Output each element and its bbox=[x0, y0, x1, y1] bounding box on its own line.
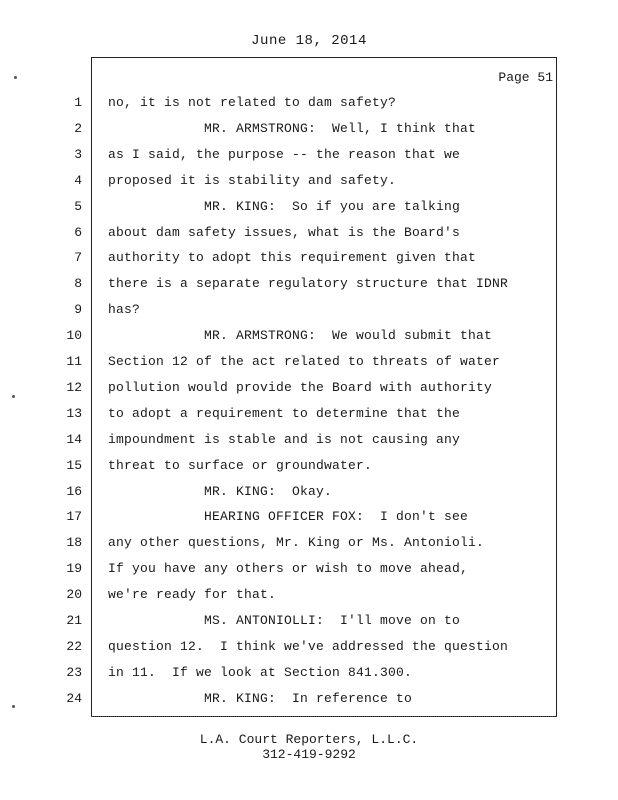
page-number: Page 51 bbox=[498, 70, 553, 85]
line-text: If you have any others or wish to move ahead, bbox=[108, 561, 469, 576]
line-number: 18 bbox=[66, 535, 82, 550]
line-text: as I said, the purpose -- the reason that we bbox=[108, 147, 461, 162]
line-number: 22 bbox=[66, 639, 82, 654]
scan-speck bbox=[14, 76, 17, 79]
line-text: MS. ANTONIOLLI: I'll move on to bbox=[108, 613, 461, 628]
transcript-date: June 18, 2014 bbox=[251, 33, 367, 49]
line-text: proposed it is stability and safety. bbox=[108, 173, 397, 188]
line-text: no, it is not related to dam safety? bbox=[108, 95, 397, 110]
line-text: MR. KING: So if you are talking bbox=[108, 199, 461, 214]
line-number: 14 bbox=[66, 432, 82, 447]
reporter-phone: 312-419-9292 bbox=[262, 747, 356, 762]
line-number: 1 bbox=[74, 95, 82, 110]
line-number: 7 bbox=[74, 250, 82, 265]
line-number: 24 bbox=[66, 691, 82, 706]
line-text: HEARING OFFICER FOX: I don't see bbox=[108, 509, 469, 524]
line-text: any other questions, Mr. King or Ms. Antonioli. bbox=[108, 535, 485, 550]
reporter-name: L.A. Court Reporters, L.L.C. bbox=[199, 732, 419, 747]
line-text: in 11. If we look at Section 841.300. bbox=[108, 665, 413, 680]
line-number: 17 bbox=[66, 509, 82, 524]
line-text: impoundment is stable and is not causing any bbox=[108, 432, 461, 447]
line-text: MR. KING: In reference to bbox=[108, 691, 413, 706]
line-number: 11 bbox=[66, 354, 82, 369]
line-number: 10 bbox=[66, 328, 82, 343]
line-text: there is a separate regulatory structure that IDNR bbox=[108, 276, 509, 291]
line-text: Section 12 of the act related to threats of water bbox=[108, 354, 501, 369]
line-number: 3 bbox=[74, 147, 82, 162]
line-number: 12 bbox=[66, 380, 82, 395]
line-number: 13 bbox=[66, 406, 82, 421]
line-number: 8 bbox=[74, 276, 82, 291]
line-text: about dam safety issues, what is the Board's bbox=[108, 225, 461, 240]
line-number: 23 bbox=[66, 665, 82, 680]
bottom-divider bbox=[91, 716, 557, 719]
line-text: question 12. I think we've addressed the question bbox=[108, 639, 509, 654]
line-number: 9 bbox=[74, 302, 82, 317]
line-number: 15 bbox=[66, 458, 82, 473]
line-number: 16 bbox=[66, 484, 82, 499]
line-text: MR. ARMSTRONG: We would submit that bbox=[108, 328, 493, 343]
line-number: 6 bbox=[74, 225, 82, 240]
line-text: has? bbox=[108, 302, 141, 317]
scan-speck bbox=[12, 395, 15, 398]
line-number: 4 bbox=[74, 173, 82, 188]
line-text: MR. KING: Okay. bbox=[108, 484, 333, 499]
line-number: 19 bbox=[66, 561, 82, 576]
line-text: we're ready for that. bbox=[108, 587, 277, 602]
line-number: 21 bbox=[66, 613, 82, 628]
line-number: 20 bbox=[66, 587, 82, 602]
scan-speck bbox=[12, 705, 15, 708]
line-text: pollution would provide the Board with authority bbox=[108, 380, 493, 395]
line-text: threat to surface or groundwater. bbox=[108, 458, 373, 473]
line-number: 2 bbox=[74, 121, 82, 136]
line-text: to adopt a requirement to determine that the bbox=[108, 406, 461, 421]
line-number: 5 bbox=[74, 199, 82, 214]
line-text: MR. ARMSTRONG: Well, I think that bbox=[108, 121, 477, 136]
line-text: authority to adopt this requirement given that bbox=[108, 250, 477, 265]
